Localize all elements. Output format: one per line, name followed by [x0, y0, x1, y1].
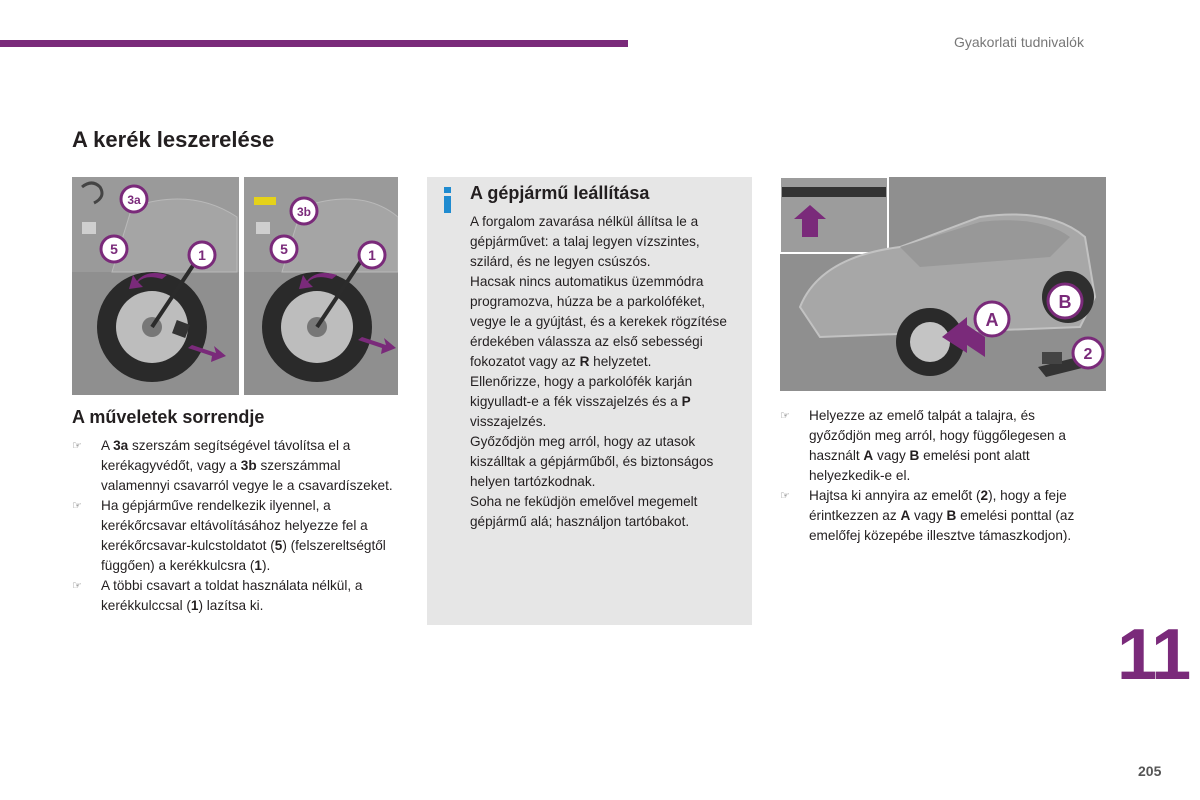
wheel-removal-illustration	[72, 177, 398, 395]
bullet-marker-icon: ☞	[72, 440, 82, 452]
list-item: ☞ A 3a szerszám segítségével távolítsa el a kerékagyvédőt, vagy a 3b szerszámmal valamennyi csavarról vegye le a csavardíszeket.	[72, 438, 393, 493]
operations-list	[72, 436, 402, 616]
callout-1-right: 1	[368, 247, 376, 263]
chapter-number: 11	[1117, 615, 1190, 695]
page-number: 205	[1138, 763, 1162, 779]
callout-5: 5	[110, 241, 118, 257]
callout-2: 2	[1083, 346, 1093, 363]
bullet-marker-icon: ☞	[780, 410, 790, 422]
section-title: Gyakorlati tudnivalók	[954, 34, 1084, 50]
bullet-marker-icon: ☞	[72, 580, 82, 592]
info-icon	[443, 187, 453, 213]
header-accent-bar	[0, 40, 628, 47]
info-box	[427, 177, 752, 625]
bullet-marker-icon: ☞	[72, 500, 82, 512]
callout-1: 1	[198, 247, 206, 263]
callout-5-right: 5	[280, 241, 288, 257]
callout-B: B	[1058, 292, 1072, 312]
callout-A: A	[985, 310, 999, 330]
list-item: ☞ Hajtsa ki annyira az emelőt (2), hogy a feje érintkezzen az A vagy B emelési ponttal (az emelőfej közepébe illesztve támaszkodjon).	[780, 488, 1075, 543]
bullet-marker-icon: ☞	[780, 490, 790, 502]
list-item: ☞ A többi csavart a toldat használata nélkül, a kerékkulccsal (1) lazítsa ki.	[72, 578, 363, 613]
jack-instructions-list	[780, 406, 1100, 546]
info-box-title: A gépjármű leállítása	[470, 183, 650, 203]
callout-3a: 3a	[127, 193, 141, 207]
callout-3b: 3b	[296, 205, 312, 219]
list-item: ☞ Helyezze az emelő talpát a talajra, és győződjön meg arról, hogy függőlegesen a használt A vagy B emelési pont alatt helyezkedik-e el.	[780, 408, 1066, 483]
page-title: A kerék leszerelése	[72, 127, 275, 152]
jack-positioning-illustration	[780, 177, 1106, 391]
operations-heading: A műveletek sorrendje	[72, 407, 265, 427]
list-item: ☞ Ha gépjárműve rendelkezik ilyennel, a kerékőrcsavar eltávolításához helyezze fel a kerékőrcsavar-kulcstoldatot (5) (felszereltségtől függően) a kerékkulcsra (1).	[72, 498, 386, 573]
info-box-text: A forgalom zavarása nélkül állítsa le a gépjárművet: a talaj legyen vízszintes, szilárd, és ne legyen csúszós. Hacsak nincs automatikus üzemmódra programozva, húzza be a parkolóféket, vegye le a gyújtást, és a kerekek rögzítése érdekében válassza az első sebességi fokozatot vagy az R helyzetet. Ellenőrizze, hogy a parkolófék karján kigyulladt-e a fék visszajelzés és a P visszajelzés. Győződjön meg arról, hogy az utasok kiszálltak a gépjárműből, és biztonságos helyen tartózkodnak. Soha ne feküdjön emelővel megemelt gépjármű alá; használjon tartóbakot.	[470, 214, 727, 529]
